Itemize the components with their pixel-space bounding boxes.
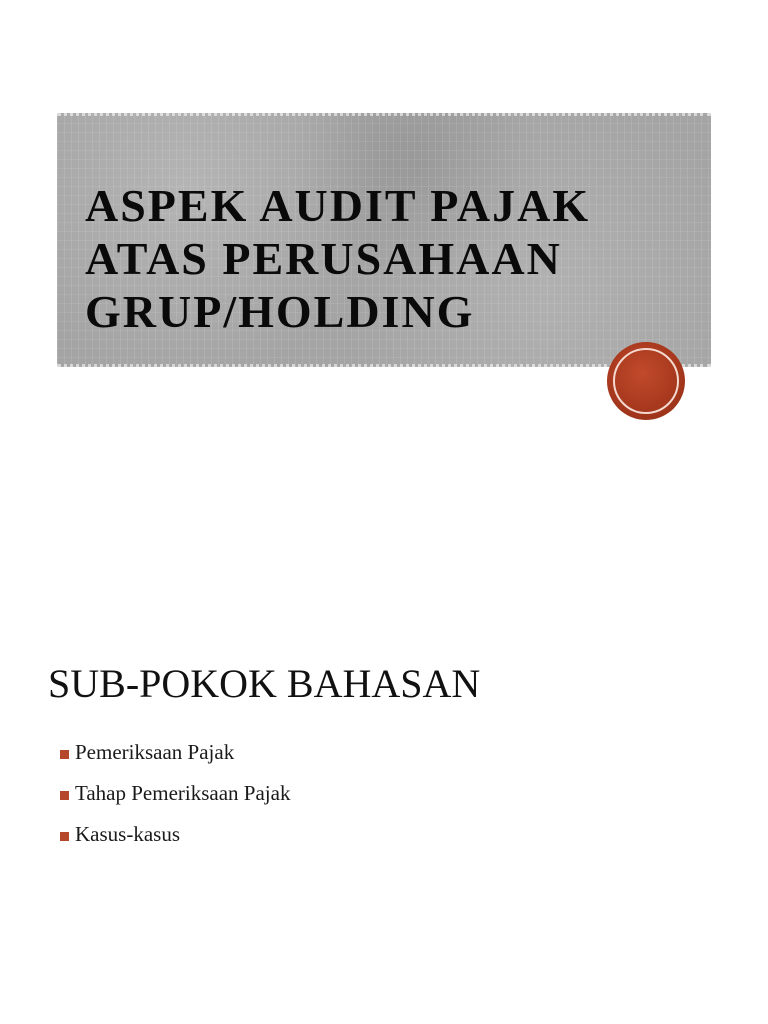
content-slide xyxy=(0,560,768,1024)
square-bullet-icon xyxy=(60,750,69,759)
title-banner xyxy=(57,113,711,367)
square-bullet-icon xyxy=(60,832,69,841)
bullet-label: Kasus-kasus xyxy=(75,822,180,846)
list-item xyxy=(60,773,290,814)
section-heading: SUB-POKOK BAHASAN xyxy=(48,661,481,706)
square-bullet-icon xyxy=(60,791,69,800)
ornament-ring xyxy=(613,348,679,414)
red-circle-ornament-icon xyxy=(607,342,685,420)
slide-title: ASPEK AUDIT PAJAK ATAS PERUSAHAAN GRUP/HOLDING xyxy=(85,180,591,337)
list-item xyxy=(60,814,290,855)
list-item xyxy=(60,732,290,773)
bullet-list xyxy=(60,732,290,855)
bullet-label: Tahap Pemeriksaan Pajak xyxy=(75,781,291,805)
bullet-label: Pemeriksaan Pajak xyxy=(75,740,235,764)
